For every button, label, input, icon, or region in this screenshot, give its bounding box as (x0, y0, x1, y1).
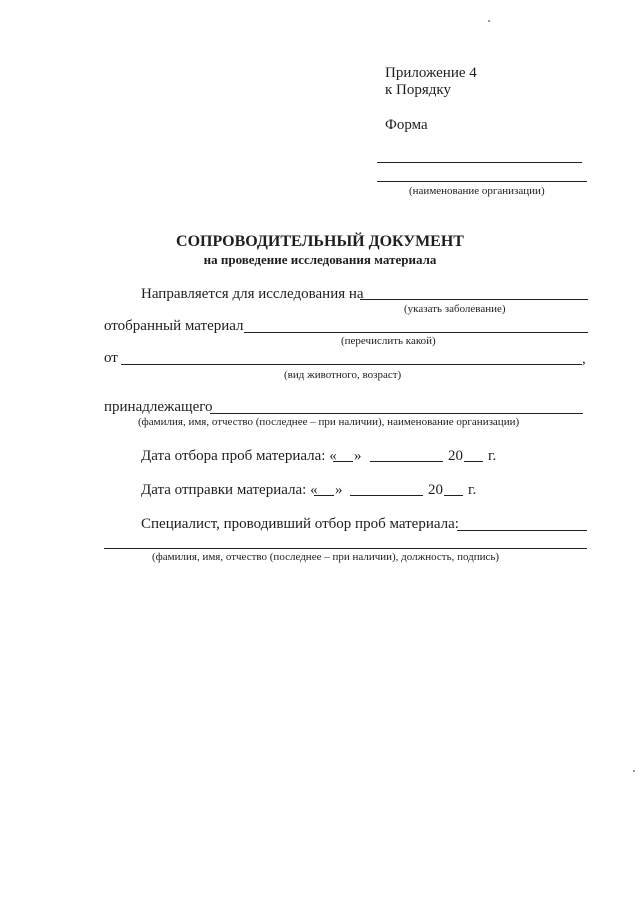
document-title: СОПРОВОДИТЕЛЬНЫЙ ДОКУМЕНТ (176, 233, 464, 250)
animal-caption: (вид животного, возраст) (284, 369, 402, 381)
animal-line[interactable] (121, 364, 582, 365)
sample-month-line[interactable] (370, 461, 443, 462)
sample-date-label: Дата отбора проб материала: « (141, 448, 337, 464)
send-year-suffix: г. (468, 482, 477, 498)
scan-speck (633, 770, 635, 772)
form-label: Форма (385, 117, 428, 133)
send-year-line[interactable] (444, 495, 463, 496)
specialist-line-1[interactable] (457, 530, 587, 531)
sample-day-line[interactable] (333, 461, 353, 462)
owner-caption: (фамилия, имя, отчество (последнее – при наличии), наименование организации) (138, 416, 520, 428)
sample-date-close-quote: » (354, 448, 362, 464)
material-caption: (перечислить какой) (341, 335, 436, 347)
appendix-label: Приложение 4 (385, 65, 477, 81)
owner-line[interactable] (210, 413, 583, 414)
scan-speck (488, 20, 490, 22)
organization-line-1[interactable] (377, 162, 582, 163)
specialist-label: Специалист, проводивший отбор проб материала: (141, 516, 459, 532)
from-comma: , (582, 351, 586, 367)
sample-year-line[interactable] (464, 461, 483, 462)
disease-line[interactable] (360, 299, 588, 300)
specialist-line-2[interactable] (104, 548, 587, 549)
owner-label: принадлежащего (104, 399, 213, 415)
organization-caption: (наименование организации) (409, 185, 545, 197)
send-date-label: Дата отправки материала: « (141, 482, 318, 498)
document-subtitle: на проведение исследования материала (203, 252, 437, 267)
sample-year-prefix: 20 (448, 448, 463, 464)
organization-line-2[interactable] (377, 181, 587, 182)
sample-year-suffix: г. (488, 448, 497, 464)
sent-for-label: Направляется для исследования на (141, 286, 364, 302)
material-label: отобранный материал (104, 318, 244, 334)
send-year-prefix: 20 (428, 482, 443, 498)
send-day-line[interactable] (314, 495, 334, 496)
order-label: к Порядку (385, 82, 451, 98)
disease-caption: (указать заболевание) (404, 303, 506, 315)
send-date-close-quote: » (335, 482, 343, 498)
specialist-caption: (фамилия, имя, отчество (последнее – при наличии), должность, подпись) (152, 551, 500, 563)
from-label: от (104, 350, 118, 366)
send-month-line[interactable] (350, 495, 423, 496)
material-line[interactable] (244, 332, 588, 333)
